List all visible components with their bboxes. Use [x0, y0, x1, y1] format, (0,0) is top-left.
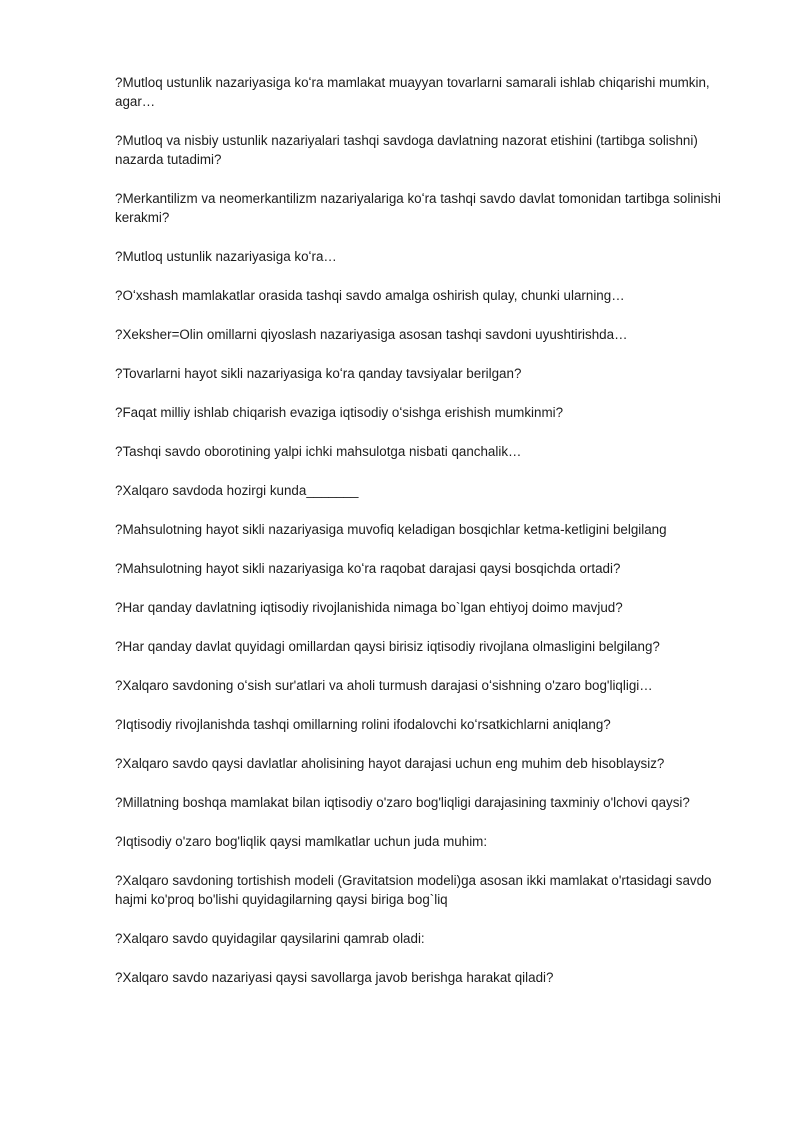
question-item: ?Xalqaro savdoning tortishish modeli (Gravitatsion modeli)ga asosan ikki mamlakat o'rtasidagi savdo hajmi ko'proq bo'lishi quyidagilarning qaysi biriga bog`liq	[115, 873, 712, 907]
question-item: ?Xalqaro savdo nazariyasi qaysi savollarga javob berishga harakat qiladi?	[115, 970, 554, 985]
question-item: ?Tashqi savdo oborotining yalpi ichki mahsulotga nisbati qanchalik…	[115, 444, 522, 459]
question-item: ?Oʻxshash mamlakatlar orasida tashqi savdo amalga oshirish qulay, chunki ularning…	[115, 288, 625, 303]
question-item: ?Xalqaro savdoda hozirgi kunda_______	[115, 483, 359, 498]
question-item: ?Mutloq ustunlik nazariyasiga koʻra…	[115, 249, 337, 264]
question-item: ?Mutloq va nisbiy ustunlik nazariyalari tashqi savdoga davlatning nazorat etishini (tartibga solishni) nazarda tutadimi?	[115, 133, 698, 167]
question-item: ?Mutloq ustunlik nazariyasiga koʻra mamlakat muayyan tovarlarni samarali ishlab chiqarishi mumkin, agar…	[115, 75, 710, 109]
question-item: ?Xalqaro savdo quyidagilar qaysilarini qamrab oladi:	[115, 931, 425, 946]
question-item: ?Millatning boshqa mamlakat bilan iqtisodiy o'zaro bog'liqligi darajasining taxminiy o'lchovi qaysi?	[115, 795, 690, 810]
question-item: ?Xalqaro savdo qaysi davlatlar aholisining hayot darajasi uchun eng muhim deb hisoblaysiz?	[115, 756, 665, 771]
question-item: ?Iqtisodiy rivojlanishda tashqi omillarning rolini ifodalovchi koʻrsatkichlarni aniqlang?	[115, 717, 611, 732]
question-item: ?Merkantilizm va neomerkantilizm nazariyalariga koʻra tashqi savdo davlat tomonidan tartibga solinishi kerakmi?	[115, 191, 721, 225]
question-item: ?Faqat milliy ishlab chiqarish evaziga iqtisodiy oʻsishga erishish mumkinmi?	[115, 405, 564, 420]
question-item: ?Har qanday davlat quyidagi omillardan qaysi birisiz iqtisodiy rivojlana olmasligini belgilang?	[115, 639, 660, 654]
question-item: ?Xeksher=Olin omillarni qiyoslash nazariyasiga asosan tashqi savdoni uyushtirishda…	[115, 327, 628, 342]
question-list	[115, 73, 740, 1007]
question-item: ?Mahsulotning hayot sikli nazariyasiga muvofiq keladigan bosqichlar ketma-ketligini belgilang	[115, 522, 667, 537]
question-item: ?Xalqaro savdoning oʻsish sur'atlari va aholi turmush darajasi oʻsishning o'zaro bog'liqligi…	[115, 678, 653, 693]
question-item: ?Mahsulotning hayot sikli nazariyasiga koʻra raqobat darajasi qaysi bosqichda ortadi?	[115, 561, 621, 576]
question-item: ?Iqtisodiy o'zaro bog'liqlik qaysi mamlkatlar uchun juda muhim:	[115, 834, 488, 849]
question-item: ?Tovarlarni hayot sikli nazariyasiga koʻra qanday tavsiyalar berilgan?	[115, 366, 522, 381]
question-item: ?Har qanday davlatning iqtisodiy rivojlanishida nimaga bo`lgan ehtiyoj doimo mavjud?	[115, 600, 623, 615]
